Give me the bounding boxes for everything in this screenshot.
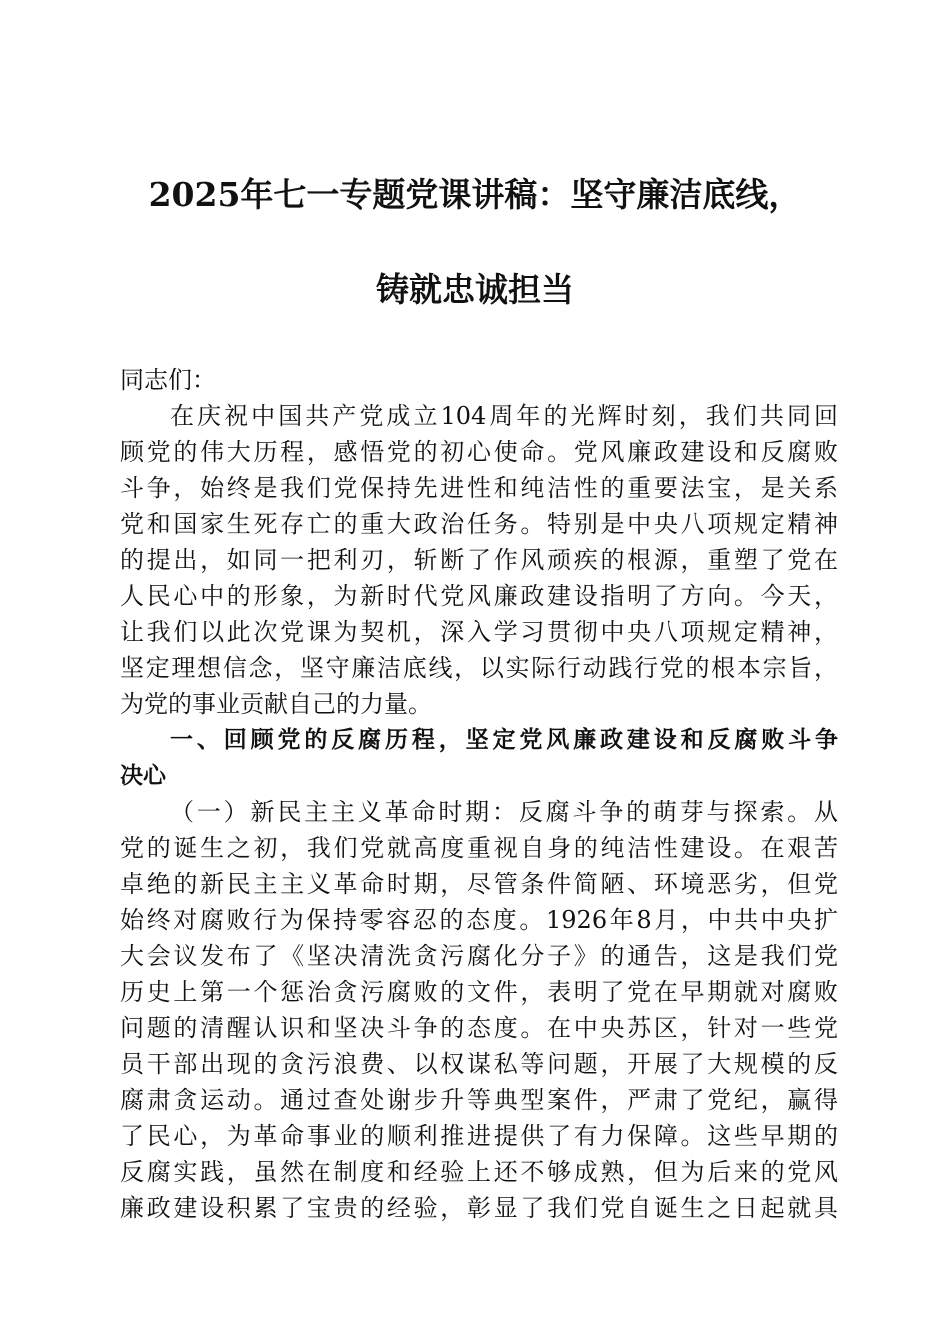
paragraph-2-line: 反腐实践，虽然在制度和经验上还不够成熟，但为后来的党风 — [120, 1158, 838, 1186]
paragraph-2-line: 员干部出现的贪污浪费、以权谋私等问题，开展了大规模的反 — [120, 1050, 838, 1078]
document-title-line-1: 2025年七一专题党课讲稿：坚守廉洁底线， — [148, 175, 802, 214]
document-body — [120, 362, 838, 1226]
paragraph-2-line: 腐肃贪运动。通过查处谢步升等典型案件，严肃了党纪，赢得 — [120, 1086, 838, 1114]
paragraph-1-line: 人民心中的形象，为新时代党风廉政建设指明了方向。今天， — [120, 582, 838, 610]
paragraph-1-line: 让我们以此次党课为契机，深入学习贯彻中央八项规定精神， — [120, 618, 838, 646]
paragraph-1-line: 坚定理想信念，坚守廉洁底线，以实际行动践行党的根本宗旨， — [120, 654, 838, 682]
paragraph-2-line: 卓绝的新民主主义革命时期，尽管条件简陋、环境恶劣，但党 — [120, 870, 838, 898]
paragraph-1-line: 顾党的伟大历程，感悟党的初心使命。党风廉政建设和反腐败 — [120, 438, 838, 466]
paragraph-2-line: 党的诞生之初，我们党就高度重视自身的纯洁性建设。在艰苦 — [120, 834, 838, 862]
paragraph-2-line: 历史上第一个惩治贪污腐败的文件，表明了党在早期就对腐败 — [120, 978, 838, 1006]
paragraph-1-line: 的提出，如同一把利刃，斩断了作风顽疾的根源，重塑了党在 — [120, 546, 838, 574]
paragraph-2-line: 廉政建设积累了宝贵的经验，彰显了我们党自诞生之日起就具 — [120, 1194, 838, 1222]
paragraph-2-line: 始终对腐败行为保持零容忍的态度。1926年8月，中共中央扩 — [120, 906, 838, 934]
paragraph-2-line: 大会议发布了《坚决清洗贪污腐化分子》的通告，这是我们党 — [120, 942, 838, 970]
section-heading-1-line: 决心 — [120, 763, 166, 789]
paragraph-2-line: 问题的清醒认识和坚决斗争的态度。在中央苏区，针对一些党 — [120, 1014, 838, 1042]
paragraph-1-line: 党和国家生死存亡的重大政治任务。特别是中央八项规定精神 — [120, 510, 838, 538]
document-title-line-2: 铸就忠诚担当 — [376, 270, 574, 309]
paragraph-2-line: 了民心，为革命事业的顺利推进提供了有力保障。这些早期的 — [120, 1122, 838, 1150]
salutation: 同志们： — [120, 366, 216, 394]
paragraph-2-line: （一）新民主主义革命时期：反腐斗争的萌芽与探索。从 — [170, 798, 838, 826]
section-heading-1-line: 一、回顾党的反腐历程，坚定党风廉政建设和反腐败斗争 — [170, 727, 838, 753]
paragraph-1-line: 为党的事业贡献自己的力量。 — [120, 690, 432, 718]
paragraph-1-line: 斗争，始终是我们党保持先进性和纯洁性的重要法宝，是关系 — [120, 474, 838, 502]
paragraph-1-line: 在庆祝中国共产党成立104周年的光辉时刻，我们共同回 — [170, 402, 838, 430]
